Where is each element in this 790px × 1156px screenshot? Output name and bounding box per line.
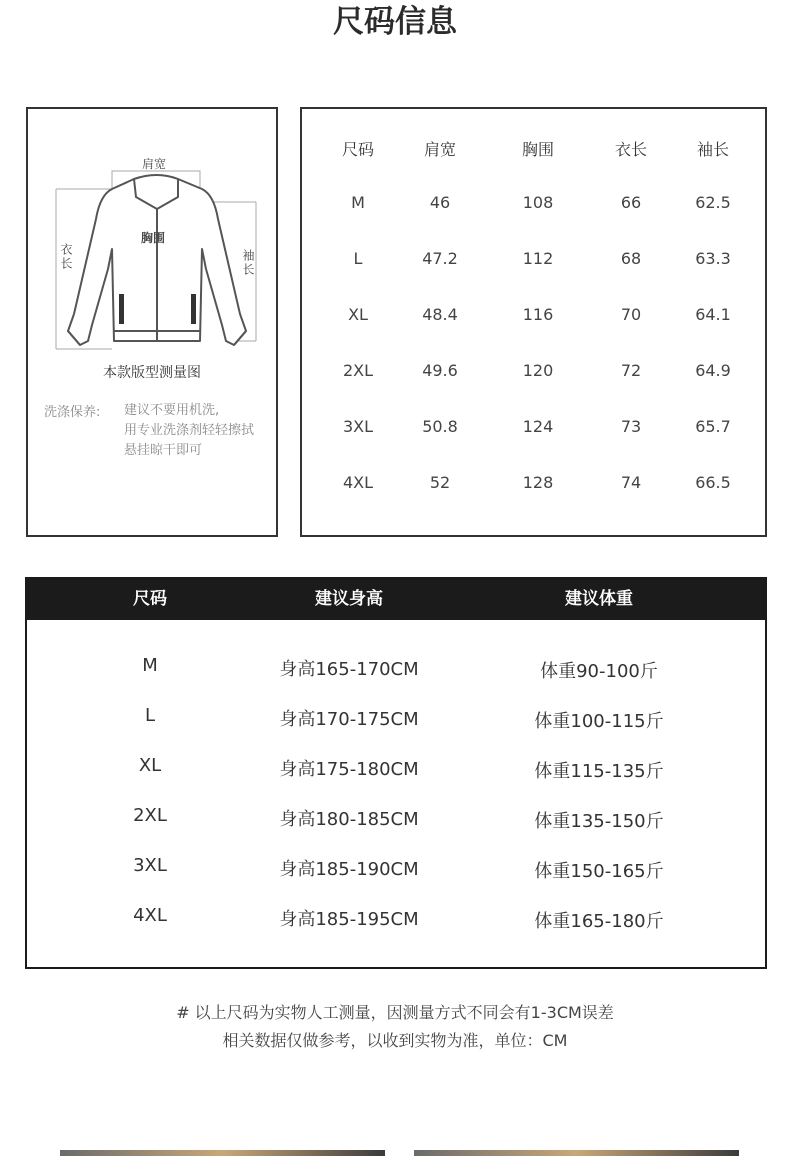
page-title: 尺码信息	[333, 4, 457, 40]
table-cell: M	[142, 655, 158, 676]
table-cell: 4XL	[342, 473, 374, 492]
care-instructions	[124, 401, 269, 461]
table-cell: 52	[429, 473, 451, 492]
table-cell: 64.9	[695, 361, 731, 380]
table-cell: 2XL	[133, 805, 167, 826]
table-cell: 72	[620, 361, 642, 380]
measurement-note: # 以上尺码为实物人工测量，因测量方式不同会有1-3CM误差	[176, 1003, 614, 1022]
table-cell: 身高170-175CM	[279, 709, 419, 730]
table-header: 胸围	[521, 140, 554, 159]
table-cell: 身高180-185CM	[279, 809, 419, 830]
table-header: 建议体重	[565, 589, 633, 609]
table-cell: 49.6	[422, 361, 458, 380]
table-cell: 124	[522, 417, 554, 436]
table-cell: 46	[429, 193, 451, 212]
table-cell: 4XL	[133, 905, 167, 926]
table-cell: 64.1	[695, 305, 731, 324]
measurement-diagram-panel	[26, 107, 278, 537]
table-cell: 身高185-195CM	[279, 909, 419, 930]
care-line: 悬挂晾干即可	[124, 443, 203, 458]
table-cell: 68	[620, 249, 642, 268]
table-header: 建议身高	[315, 589, 383, 609]
table-cell: 70	[620, 305, 642, 324]
table-cell: 73	[620, 417, 642, 436]
table-header: 尺码	[133, 589, 167, 609]
recommendation-table	[25, 577, 767, 969]
table-cell: M	[351, 193, 365, 212]
recommendation-header	[27, 579, 765, 620]
table-cell: 66	[620, 193, 642, 212]
table-cell: 63.3	[695, 249, 731, 268]
product-photo	[60, 1150, 385, 1156]
table-cell: 体重135-150斤	[534, 811, 664, 832]
table-header: 肩宽	[423, 140, 456, 159]
table-cell: 108	[522, 193, 554, 212]
table-cell: 74	[620, 473, 642, 492]
table-cell: 3XL	[133, 855, 167, 876]
table-cell: 体重150-165斤	[534, 861, 664, 882]
care-line: 用专业洗涤剂轻轻擦拭	[124, 423, 255, 438]
measurement-table	[300, 107, 767, 537]
table-cell: 体重100-115斤	[534, 711, 664, 732]
table-cell: 3XL	[342, 417, 374, 436]
sleeve-length-label: 袖长	[241, 249, 255, 277]
table-cell: 62.5	[695, 193, 731, 212]
table-cell: 116	[522, 305, 554, 324]
table-cell: 体重115-135斤	[534, 761, 664, 782]
table-header: 尺码	[341, 140, 374, 159]
table-cell: 身高165-170CM	[279, 659, 419, 680]
table-cell: 120	[522, 361, 554, 380]
table-cell: 47.2	[422, 249, 458, 268]
table-header: 袖长	[696, 140, 729, 159]
chest-label: 胸围	[141, 231, 166, 245]
table-cell: 65.7	[695, 417, 731, 436]
table-cell: 66.5	[695, 473, 731, 492]
length-label: 衣长	[59, 243, 73, 271]
table-cell: 身高185-190CM	[279, 859, 419, 880]
table-cell: 128	[522, 473, 554, 492]
diagram-caption: 本款版型测量图	[103, 365, 201, 381]
care-label: 洗涤保养:	[44, 405, 101, 420]
table-cell: XL	[138, 755, 162, 776]
table-cell: L	[144, 705, 156, 726]
measurement-note: 相关数据仅做参考，以收到实物为准，单位：CM	[222, 1031, 568, 1050]
care-line: 建议不要用机洗,	[124, 403, 220, 418]
table-cell: 体重90-100斤	[540, 661, 658, 682]
shoulder-width-label: 肩宽	[142, 157, 167, 171]
table-cell: 体重165-180斤	[534, 911, 664, 932]
table-cell: 48.4	[422, 305, 458, 324]
table-cell: 112	[522, 249, 554, 268]
table-header: 衣长	[614, 140, 647, 159]
table-cell: 身高175-180CM	[279, 759, 419, 780]
table-cell: 2XL	[342, 361, 374, 380]
product-photo	[414, 1150, 739, 1156]
table-cell: 50.8	[422, 417, 458, 436]
table-cell: XL	[348, 305, 368, 324]
table-cell: L	[353, 249, 363, 268]
